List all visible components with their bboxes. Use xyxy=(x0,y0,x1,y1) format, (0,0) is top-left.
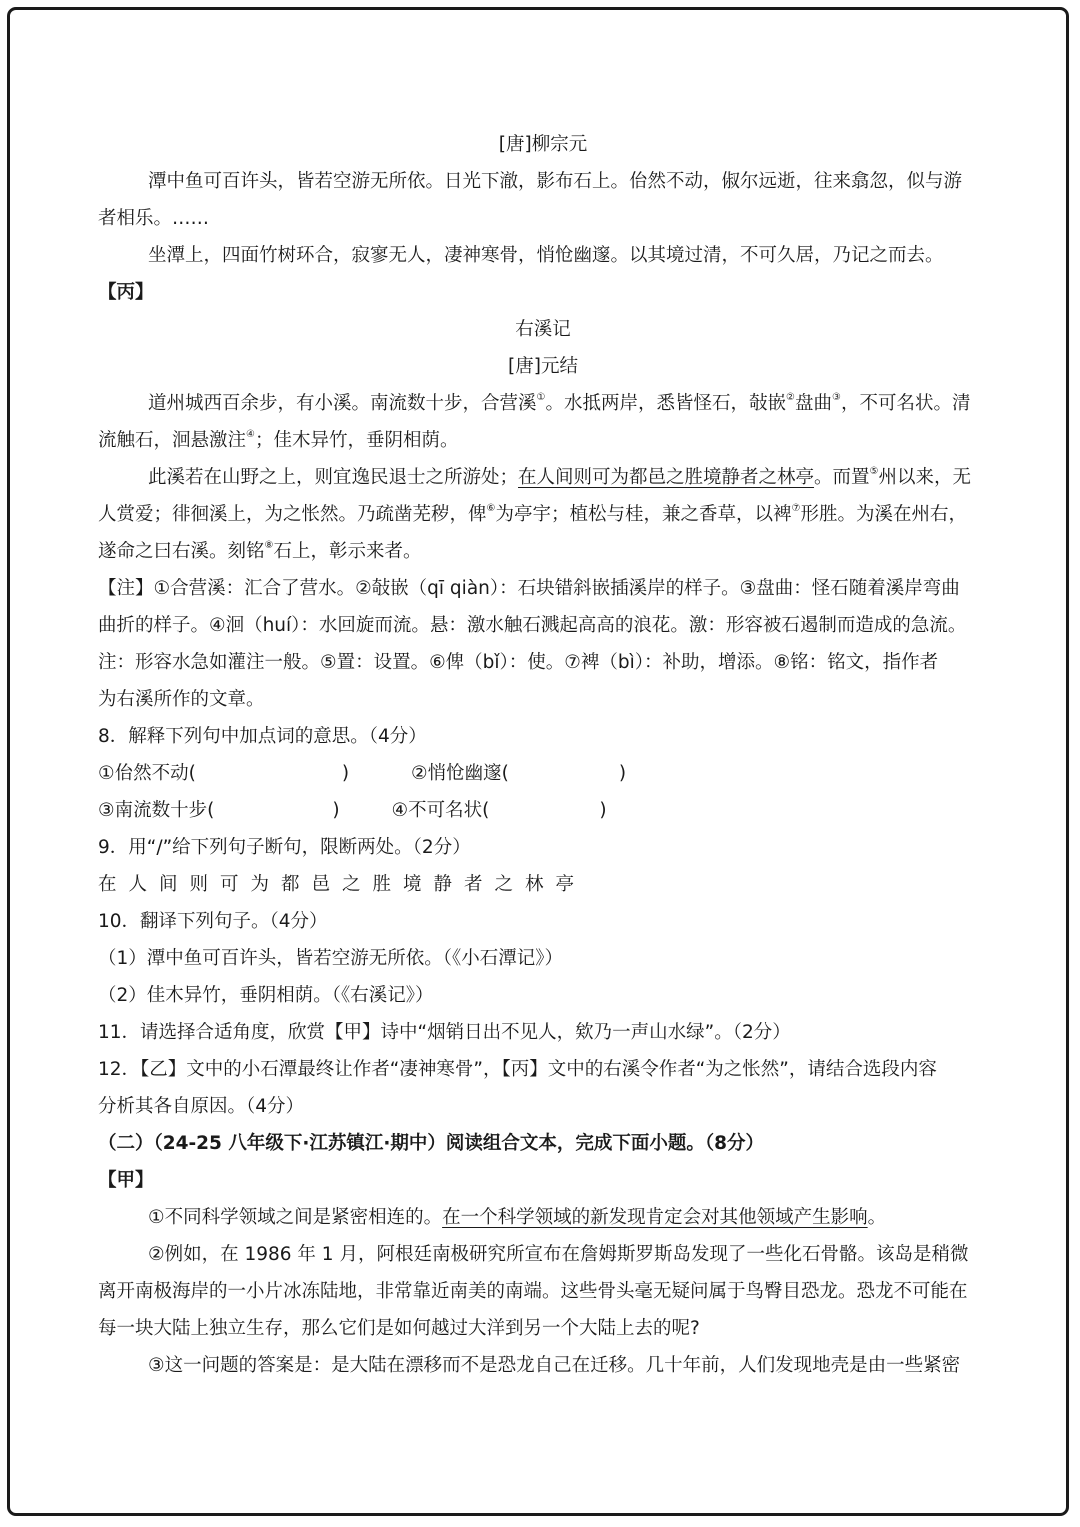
footnote-mark: ② xyxy=(786,392,795,403)
text: 石上，彰示来者。 xyxy=(273,541,422,562)
text: 流触石，洄悬激注 xyxy=(98,430,247,451)
text: 人赏爱；徘徊溪上，为之怅然。乃疏凿芜秽，俾 xyxy=(98,504,487,525)
bing-paragraph-2-line-3 xyxy=(98,533,988,570)
question-8-stem: 8．解释下列句中加点词的意思。（4分） xyxy=(98,726,427,747)
text: 为亭宇；植松与桂，兼之香草，以裨 xyxy=(495,504,792,525)
q8-item-c: ③南流数十步( xyxy=(98,800,215,821)
bing-paragraph-1-line-1 xyxy=(98,385,988,422)
footnote-mark: ⑥ xyxy=(486,503,496,514)
q8-item-a: ①佁然不动( xyxy=(98,763,196,784)
paren: ) xyxy=(618,763,627,784)
text: ①不同科学领域之间是紧密相连的。 xyxy=(148,1207,443,1228)
question-9-sentence: 在人间则可为都邑之胜境静者之林亭 xyxy=(98,874,587,895)
footnote-mark: ① xyxy=(536,392,546,403)
question-11: 11．请选择合适角度，欣赏【甲】诗中“烟销日出不见人，欸乃一声山水绿”。（2分） xyxy=(98,1022,791,1043)
bing-author: [唐]元结 xyxy=(508,356,578,377)
text: ，不可名状。清 xyxy=(840,393,971,414)
footnote-mark: ④ xyxy=(246,429,255,440)
sci-paragraph-2-line-3: 每一块大陆上独立生存，那么它们是如何越过大洋到另一个大陆上去的呢? xyxy=(98,1318,700,1339)
footnote-mark: ⑧ xyxy=(264,540,274,551)
footnote-mark: ⑤ xyxy=(869,466,879,477)
yi-paragraph-2: 坐潭上，四面竹树环合，寂寥无人，凄神寒骨，悄怆幽邃。以其境过清，不可久居，乃记之而去。 xyxy=(148,245,944,266)
question-10-item-2: （2）佳木异竹，垂阴相荫。（《右溪记》） xyxy=(98,985,434,1006)
sci-paragraph-2-line-2: 离开南极海岸的一小片冰冻陆地，非常靠近南美的南端。这些骨头毫无疑问属于鸟臀目恐龙。恐龙不可能在 xyxy=(98,1281,968,1302)
bing-paragraph-2-line-1 xyxy=(98,459,988,496)
question-10-stem: 10．翻译下列句子。（4分） xyxy=(98,911,328,932)
text: 此溪若在山野之上，则宜逸民退士之所游处； xyxy=(148,467,519,488)
footnote-mark: ③ xyxy=(831,392,841,403)
notes-line-4: 为右溪所作的文章。 xyxy=(98,689,265,710)
bing-paragraph-2-line-2 xyxy=(98,496,988,533)
question-8-row-2 xyxy=(98,792,988,829)
text: 道州城西百余步，有小溪。南流数十步，合营溪 xyxy=(148,393,537,414)
question-10-item-1: （1）潭中鱼可百许头，皆若空游无所依。（《小石潭记》） xyxy=(98,948,564,969)
underlined-sentence: 在人间则可为都邑之胜境静者之林亭 xyxy=(518,467,815,488)
q8-item-d: ④不可名状( xyxy=(391,800,490,821)
text: 盘曲 xyxy=(794,393,832,414)
question-12-line-2: 分析其各自原因。（4分） xyxy=(98,1096,305,1117)
text: 遂命之曰右溪。刻铭 xyxy=(98,541,265,562)
yi-author: [唐]柳宗元 xyxy=(498,134,588,155)
bing-label: 【丙】 xyxy=(98,282,154,303)
yi-paragraph-1-line-2: 者相乐。…… xyxy=(98,208,210,229)
underlined-sentence: 在一个科学领域的新发现肯定会对其他领域产生影响 xyxy=(442,1207,868,1228)
text: 。 xyxy=(867,1207,887,1228)
text: 。水抵两岸，悉皆怪石，敧嵌 xyxy=(545,393,786,414)
jia-label: 【甲】 xyxy=(98,1170,154,1191)
notes-line-3: 注：形容水急如灌注一般。⑤置：设置。⑥俾（bǐ）：使。⑦裨（bì）：补助，增添。⑧铭：铭文，指作者 xyxy=(98,652,939,673)
paren: ) xyxy=(341,763,350,784)
q8-item-b: ②悄怆幽邃( xyxy=(411,763,509,784)
sci-paragraph-1 xyxy=(98,1199,988,1236)
question-12-line-1: 12．【乙】文中的小石潭最终让作者“凄神寒骨”，【丙】文中的右溪令作者“为之怅然”，请结合选段内容 xyxy=(98,1059,937,1080)
sci-paragraph-3-line-1: ③这一问题的答案是：是大陆在漂移而不是恐龙自己在迁移。几十年前，人们发现地壳是由一些紧密 xyxy=(148,1355,961,1376)
paren: ) xyxy=(332,800,340,821)
text: 州以来，无 xyxy=(878,467,972,488)
yi-paragraph-1-line-1: 潭中鱼可百许头，皆若空游无所依。日光下澈，影布石上。佁然不动，俶尔远逝，往来翕忽，似与游 xyxy=(148,171,963,192)
bing-title: 右溪记 xyxy=(515,319,571,340)
text: ；佳木异竹，垂阴相荫。 xyxy=(254,430,459,451)
paren: ) xyxy=(599,800,607,821)
footnote-mark: ⑦ xyxy=(791,503,801,514)
notes-line-2: 曲折的样子。④洄（huí）：水回旋而流。悬：激水触石溅起高高的浪花。激：形容被石遏制而造成的急流。 xyxy=(98,615,967,636)
section-2-title: （二）（24-25 八年级下·江苏镇江·期中）阅读组合文本，完成下面小题。（8分） xyxy=(98,1133,765,1154)
question-9-stem: 9．用“/”给下列句子断句，限断两处。（2分） xyxy=(98,837,471,858)
sci-paragraph-2-line-1: ②例如，在 1986 年 1 月，阿根廷南极研究所宣布在詹姆斯罗斯岛发现了一些化石骨骼。该岛是稍微 xyxy=(148,1244,969,1265)
bing-paragraph-1-line-2 xyxy=(98,422,988,459)
text: 形胜。为溪在州右， xyxy=(800,504,967,525)
document-body xyxy=(98,126,988,1384)
question-8-row-1 xyxy=(98,755,988,792)
text: 。而置 xyxy=(814,467,870,488)
notes-line-1: 【注】①合营溪：汇合了营水。②敧嵌（qī qiàn）：石块错斜嵌插溪岸的样子。③盘曲：怪石随着溪岸弯曲 xyxy=(98,578,960,599)
